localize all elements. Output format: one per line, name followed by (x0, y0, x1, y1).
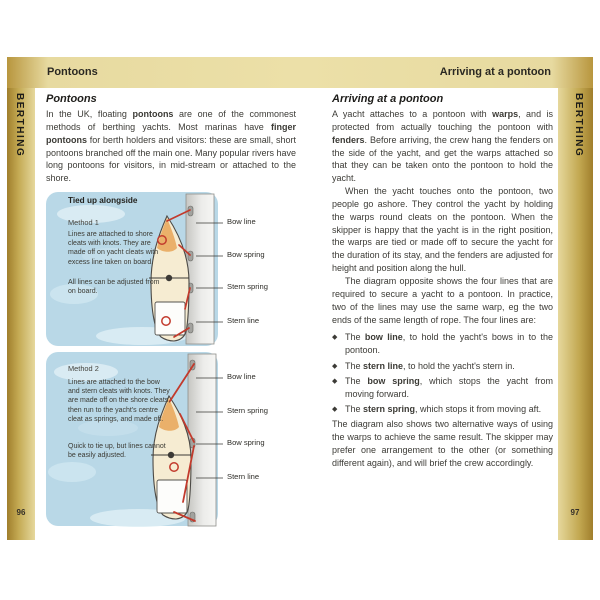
warp-label: Bow line (227, 217, 256, 226)
left-page-intro (46, 108, 296, 185)
warp-label: Stern spring (227, 282, 268, 291)
right-page-body (332, 108, 553, 470)
method2-description: Lines are attached to the bow and stern cleats with knots. They are made off on the shore cleats, then run to the yacht's centre cleat as springs, and made off. (68, 379, 171, 423)
body-paragraph: When the yacht touches onto the pontoon, two people go ashore. They control the yacht by holding the warps round cleats on the pontoon. When the skipper is happy that the yacht is in the right position, the warps are tied or made off to secure the yacht for the duration of its stay, and the fenders are adjusted for height and position along the hull. (332, 186, 553, 274)
warp-label: Bow line (227, 372, 256, 381)
page-number-right: 97 (570, 508, 580, 517)
diagram-title: Tied up alongside (68, 196, 138, 205)
diagram-tied-up-method1 (46, 190, 296, 348)
warp-bullet-list (332, 331, 553, 416)
running-header-left: Pontoons (47, 66, 98, 78)
yacht-cockpit (157, 480, 187, 513)
bullet-text: The bow spring, which stops the yacht from moving forward. (345, 375, 554, 399)
body-paragraph: The diagram also shows two alternative ways of using the warps to achieve the same result. The skipper may prefer one arrangement to the other (or something different again), and will brief the crew accordingly. (332, 419, 553, 468)
warp-label: Stern spring (227, 406, 268, 415)
warp-label: Bow spring (227, 438, 265, 447)
pontoon-strip (186, 194, 214, 344)
running-header-right: Arriving at a pontoon (439, 66, 551, 78)
diamond-bullet-icon: ◆ (332, 362, 338, 370)
diamond-bullet-icon: ◆ (332, 334, 338, 342)
method1-note: All lines can be adjusted from on board. (68, 279, 160, 296)
warp-label: Bow spring (227, 250, 265, 259)
bullet-item (332, 331, 553, 357)
diamond-bullet-icon: ◆ (332, 406, 338, 414)
gold-spread-frame (7, 57, 593, 540)
intro-paragraph: In the UK, floating pontoons are one of the commonest methods of berthing yachts. Most marinas have finger pontoons for berth holders and visitors: these are small, short pontoons branched off the main one. Many popular rivers have long pontoons for visitors, in mid-stream or attached to the shore. (46, 109, 297, 184)
right-page-column (332, 88, 553, 540)
bullet-text: The bow line, to hold the yacht's bows in to the pontoon. (345, 332, 554, 356)
method2-label: Method 2 (68, 364, 99, 373)
left-page-title: Pontoons (46, 93, 97, 105)
body-paragraph: The diagram opposite shows the four lines that are required to secure a yacht to a pontoon. In practice, two of the lines may use the same warp, eg the two ends of the same length of rope. The four lines are: (332, 275, 553, 325)
left-page-column (46, 88, 296, 540)
bullet-text: The stern line, to hold the yacht's stern in. (345, 360, 515, 371)
warp-label: Stern line (227, 316, 260, 325)
diamond-bullet-icon: ◆ (332, 377, 338, 385)
body-paragraph: A yacht attaches to a pontoon with warps, and is protected from actually touching the pontoon with fenders. Before arriving, the crew hang the fenders on the side of the yacht, and get the warps attached so that they can be taken onto the pontoon to hold the yacht. (332, 109, 553, 184)
paper-area (35, 88, 558, 540)
bullet-text: The stern spring, which stops it from moving aft. (345, 404, 542, 415)
page-number-left: 96 (16, 508, 26, 517)
method1-label: Method 1 (68, 218, 99, 227)
warp-label: Stern line (227, 472, 260, 481)
right-page-title: Arriving at a pontoon (332, 93, 444, 105)
section-tab-right: BERTHING (573, 93, 584, 158)
method2-note: Quick to tie up, but lines cannot be easily adjusted. (68, 443, 166, 460)
method1-description: Lines are attached to shore cleats with knots. They are made off on yacht cleats with excess line taken on board. (68, 231, 159, 266)
bullet-item (332, 403, 553, 416)
section-tab-left: BERTHING (14, 93, 25, 158)
bullet-item (332, 375, 553, 401)
bullet-item (332, 360, 553, 373)
diagram-tied-up-method2 (46, 352, 296, 530)
